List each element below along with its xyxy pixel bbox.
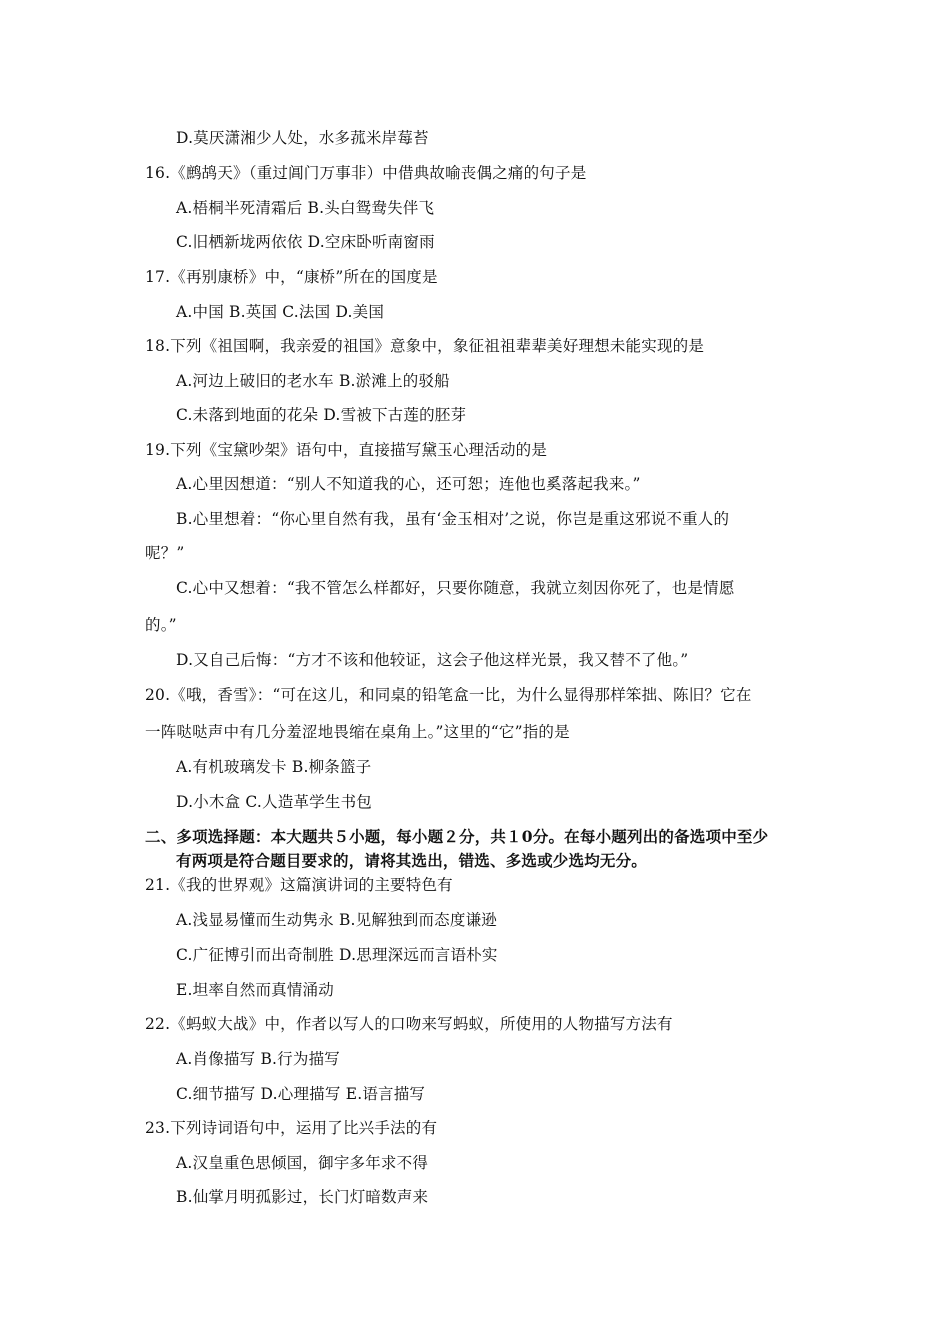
q21-option-e: E.坦率自然而真情涌动: [176, 981, 334, 999]
q16-options-cd: C.旧栖新垅两依依 D.空床卧听南窗雨: [176, 233, 435, 251]
q19-option-b-line2: 呢？”: [145, 544, 185, 562]
q19-option-c-line2: 的。”: [145, 616, 177, 634]
q20-stem-line2: 一阵哒哒声中有几分羞涩地畏缩在桌角上。”这里的“它”指的是: [145, 723, 570, 741]
q16-stem: 16.《鹧鸪天》（重过阊门万事非）中借典故喻丧偶之痛的句子是: [145, 164, 587, 182]
q22-stem: 22.《蚂蚁大战》中，作者以写人的口吻来写蚂蚁，所使用的人物描写方法有: [145, 1015, 673, 1033]
q19-option-c-line1: C.心中又想着：“我不管怎么样都好，只要你随意，我就立刻因你死了，也是情愿: [176, 579, 735, 597]
q16-options-ab: A.梧桐半死清霜后 B.头白鸳鸯失伴飞: [176, 199, 435, 217]
q21-stem: 21.《我的世界观》这篇演讲词的主要特色有: [145, 876, 453, 894]
q17-options: A.中国 B.英国 C.法国 D.美国: [176, 303, 385, 321]
q23-option-a: A.汉皇重色思倾国，御宇多年求不得: [176, 1154, 429, 1172]
q21-options-ab: A.浅显易懂而生动隽永 B.见解独到而态度谦逊: [176, 911, 497, 929]
q20-options-dc: D.小木盒 C.人造革学生书包: [176, 793, 372, 811]
q17-stem: 17.《再别康桥》中，“康桥”所在的国度是: [145, 268, 438, 286]
section2-heading-line1: 二、多项选择题：本大题共５小题，每小题２分，共１0分。在每小题列出的备选项中至少: [145, 827, 769, 846]
q19-option-a: A.心里因想道：“别人不知道我的心，还可恕；连他也奚落起我来。”: [176, 475, 641, 493]
q18-stem: 18.下列《祖国啊，我亲爱的祖国》意象中，象征祖祖辈辈美好理想未能实现的是: [145, 337, 705, 355]
section2-heading-line2: 有两项是符合题目要求的，请将其选出，错选、多选或少选均无分。: [176, 851, 648, 870]
q18-options-cd: C.未落到地面的花朵 D.雪被下古莲的胚芽: [176, 406, 467, 424]
q18-options-ab: A.河边上破旧的老水车 B.淤滩上的驳船: [176, 372, 450, 390]
q19-option-b-line1: B.心里想着：“你心里自然有我，虽有‘金玉相对’之说，你岂是重这邪说不重人的: [176, 510, 730, 528]
q20-options-ab: A.有机玻璃发卡 B.柳条篮子: [176, 758, 372, 776]
q19-option-d: D.又自己后悔：“方才不该和他较证，这会子他这样光景，我又替不了他。”: [176, 651, 689, 669]
q15-option-d: D.莫厌潇湘少人处，水多菰米岸莓苔: [176, 129, 429, 147]
q19-stem: 19.下列《宝黛吵架》语句中，直接描写黛玉心理活动的是: [145, 441, 548, 459]
q23-stem: 23.下列诗词语句中，运用了比兴手法的有: [145, 1119, 438, 1137]
q22-options-cde: C.细节描写 D.心理描写 E.语言描写: [176, 1085, 426, 1103]
q23-option-b: B.仙掌月明孤影过，长门灯暗数声来: [176, 1188, 429, 1206]
q22-options-ab: A.肖像描写 B.行为描写: [176, 1050, 340, 1068]
q21-options-cd: C.广征博引而出奇制胜 D.思理深远而言语朴实: [176, 946, 498, 964]
q20-stem-line1: 20.《哦，香雪》：“可在这儿，和同桌的铅笔盒一比，为什么显得那样笨拙、陈旧？它在: [145, 686, 752, 704]
